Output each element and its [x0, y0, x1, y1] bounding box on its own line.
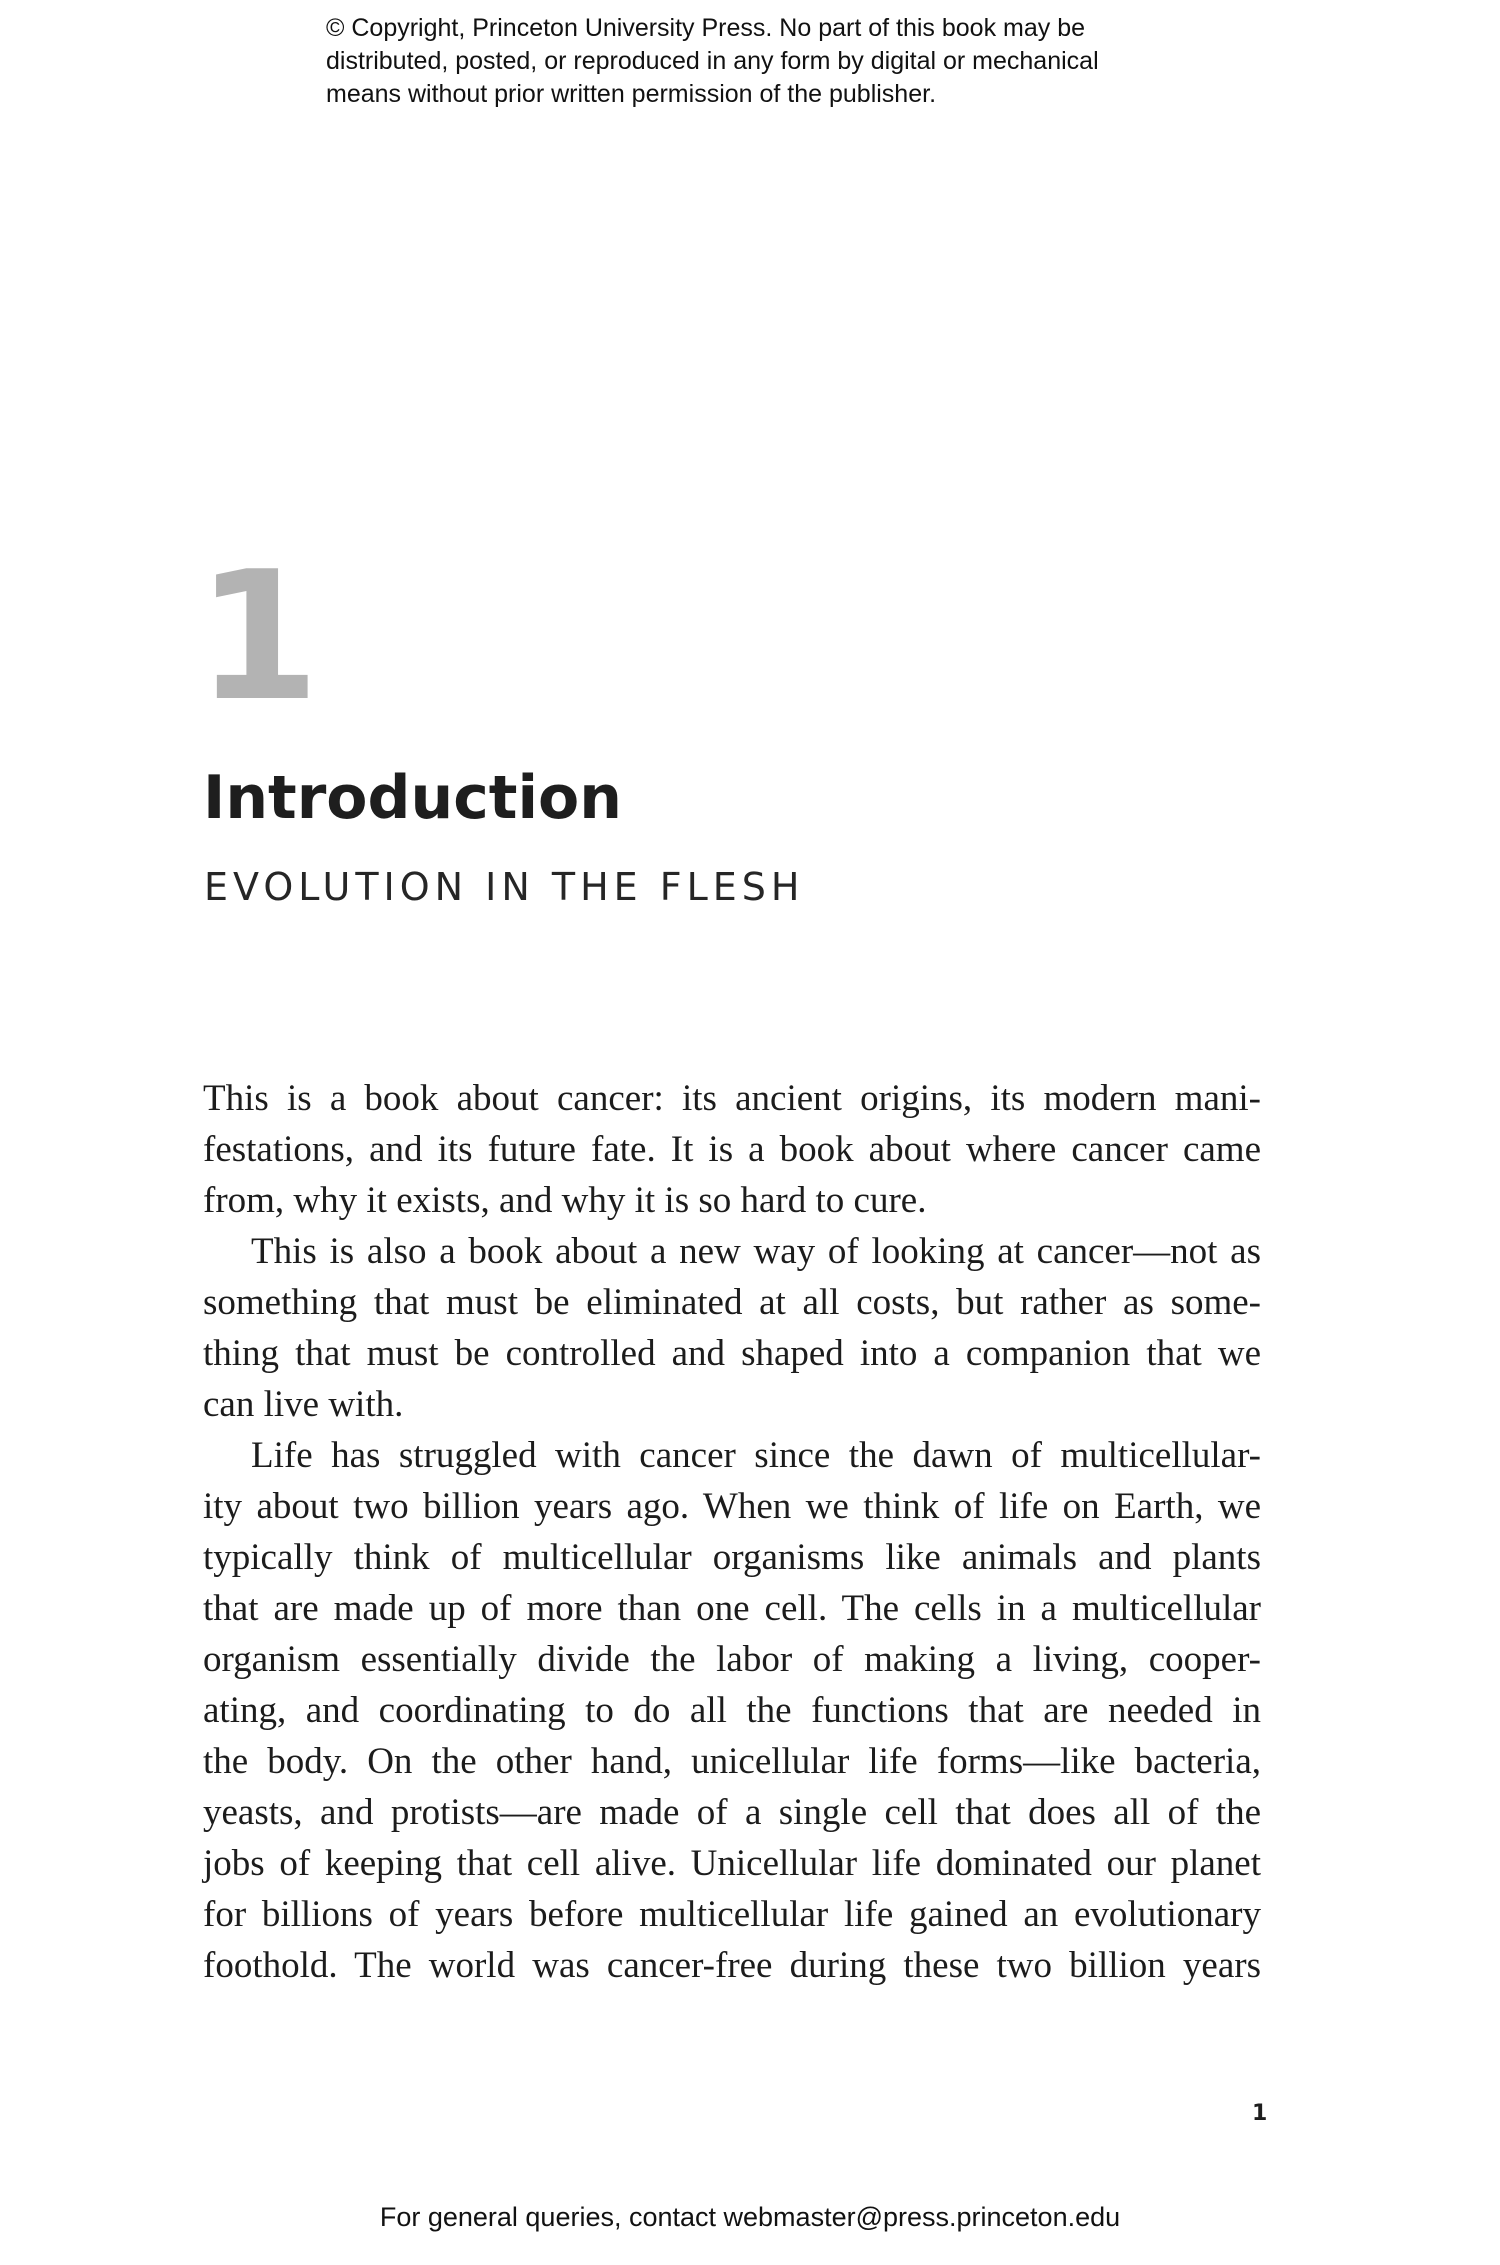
copyright-notice: [326, 12, 1226, 111]
copyright-line: © Copyright, Princeton University Press. No part of this book may be: [326, 14, 1086, 42]
copyright-line: distributed, posted, or reproduced in any form by digital or mechanical: [326, 47, 1099, 75]
body-line: that are made up of more than one cell. The cells in a multicellular: [203, 1588, 1261, 1629]
copyright-line: means without prior written permission of the publisher.: [326, 80, 937, 108]
body-line: typically think of multicellular organisms like animals and plants: [203, 1537, 1261, 1578]
body-line: jobs of keeping that cell alive. Unicellular life dominated our planet: [203, 1843, 1261, 1884]
body-line: ity about two billion years ago. When we think of life on Earth, we: [203, 1486, 1261, 1527]
body-line: organism essentially divide the labor of making a living, cooper-: [203, 1639, 1261, 1680]
body-line: the body. On the other hand, unicellular life forms—like bacteria,: [203, 1741, 1261, 1782]
body-line: from, why it exists, and why it is so hard to cure.: [203, 1180, 927, 1221]
body-line: This is a book about cancer: its ancient origins, its modern mani-: [203, 1078, 1261, 1119]
body-line: thing that must be controlled and shaped into a companion that we: [203, 1333, 1261, 1374]
body-line: yeasts, and protists—are made of a single cell that does all of the: [203, 1792, 1261, 1833]
body-line: foothold. The world was cancer-free during these two billion years: [203, 1945, 1261, 1986]
body-line: can live with.: [203, 1384, 404, 1425]
chapter-subtitle: EVOLUTION IN THE FLESH: [204, 865, 805, 909]
chapter-title: Introduction: [203, 763, 622, 833]
footer-contact: For general queries, contact webmaster@press.princeton.edu: [379, 2202, 1121, 2232]
body-line: ating, and coordinating to do all the functions that are needed in: [203, 1690, 1261, 1731]
body-line: This is also a book about a new way of looking at cancer—not as: [251, 1231, 1261, 1272]
page-number: 1: [1252, 2101, 1268, 2126]
body-line: festations, and its future fate. It is a book about where cancer came: [203, 1129, 1261, 1170]
body-text: [203, 1073, 1261, 1991]
body-line: for billions of years before multicellular life gained an evolutionary: [203, 1894, 1261, 1935]
chapter-number: 1: [196, 533, 316, 740]
body-line: something that must be eliminated at all costs, but rather as some-: [203, 1282, 1261, 1323]
body-line: Life has struggled with cancer since the dawn of multicellular-: [251, 1435, 1261, 1476]
